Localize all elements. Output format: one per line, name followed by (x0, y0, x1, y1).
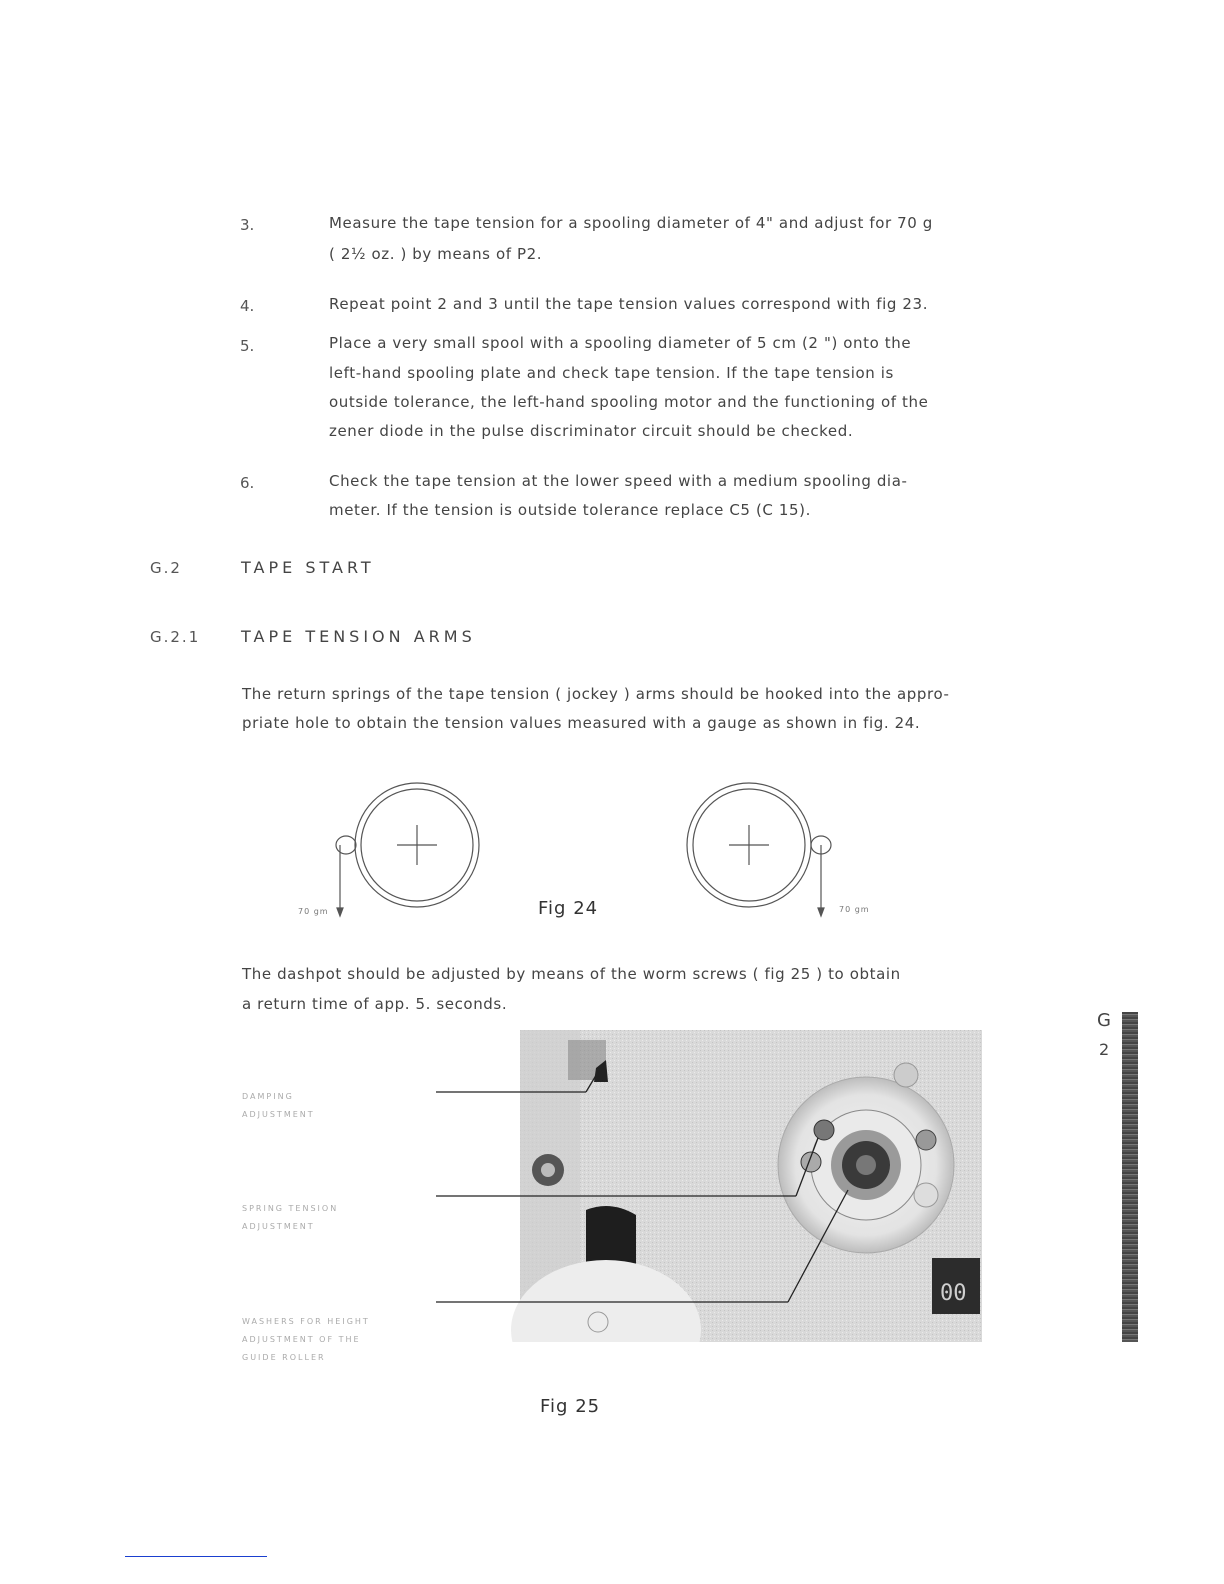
counter-digits: 00 (940, 1281, 967, 1306)
callout-line: WASHERS FOR HEIGHT (242, 1317, 370, 1326)
left-spool (336, 783, 479, 916)
right-weight-label: 70 gm (839, 905, 870, 914)
left-weight-label: 70 gm (298, 907, 329, 916)
paragraph-line: a return time of app. 5. seconds. (242, 995, 508, 1013)
item-text-line: Measure the tape tension for a spooling diameter of 4" and adjust for 70 g (329, 214, 933, 232)
item-text-line: Check the tape tension at the lower speed with a medium spooling dia- (329, 472, 908, 490)
subsection-number: G.2.1 (150, 628, 201, 646)
item-text-line: left-hand spooling plate and check tape tension. If the tape tension is (329, 364, 894, 382)
callout-line: SPRING TENSION (242, 1204, 339, 1213)
callout-line: ADJUSTMENT OF THE (242, 1335, 361, 1344)
section-number: G.2 (150, 559, 182, 577)
thumb-index-bar (1122, 1012, 1138, 1342)
item-text-line: outside tolerance, the left-hand spooling motor and the functioning of the (329, 393, 929, 411)
callout-line: ADJUSTMENT (242, 1222, 315, 1231)
section-title: TAPE START (241, 558, 375, 577)
fig24-caption: Fig 24 (538, 898, 599, 919)
fig25-caption: Fig 25 (540, 1396, 601, 1417)
item-number: 5. (240, 337, 255, 355)
paragraph-line: priate hole to obtain the tension values measured with a gauge as shown in fig. 24. (242, 714, 921, 732)
item-number: 6. (240, 474, 255, 492)
subsection-title: TAPE TENSION ARMS (241, 627, 476, 646)
callout-damping-adjustment (242, 1088, 315, 1124)
callout-line: DAMPING (242, 1092, 294, 1101)
callout-spring-tension-adjustment (242, 1200, 338, 1236)
footer-rule (125, 1556, 267, 1557)
callout-washers-adjustment (242, 1313, 370, 1367)
item-number: 4. (240, 297, 255, 315)
item-text-line: zener diode in the pulse discriminator circuit should be checked. (329, 422, 854, 440)
sidebar-section-number: 2 (1099, 1040, 1110, 1059)
item-text-line: meter. If the tension is outside tolerance replace C5 (C 15). (329, 501, 811, 519)
item-text-line: Place a very small spool with a spooling diameter of 5 cm (2 ") onto the (329, 334, 912, 352)
item-text-line: Repeat point 2 and 3 until the tape tension values correspond with fig 23. (329, 295, 929, 313)
right-spool (687, 783, 831, 916)
sidebar-section-letter: G (1097, 1010, 1111, 1031)
fig25-photo (436, 1030, 982, 1342)
item-number: 3. (240, 216, 255, 234)
item-text-line: ( 2½ oz. ) by means of P2. (329, 245, 543, 263)
paragraph-line: The return springs of the tape tension ( jockey ) arms should be hooked into the appro- (242, 685, 950, 703)
callout-line: GUIDE ROLLER (242, 1353, 326, 1362)
callout-line: ADJUSTMENT (242, 1110, 315, 1119)
paragraph-line: The dashpot should be adjusted by means of the worm screws ( fig 25 ) to obtain (242, 965, 901, 983)
